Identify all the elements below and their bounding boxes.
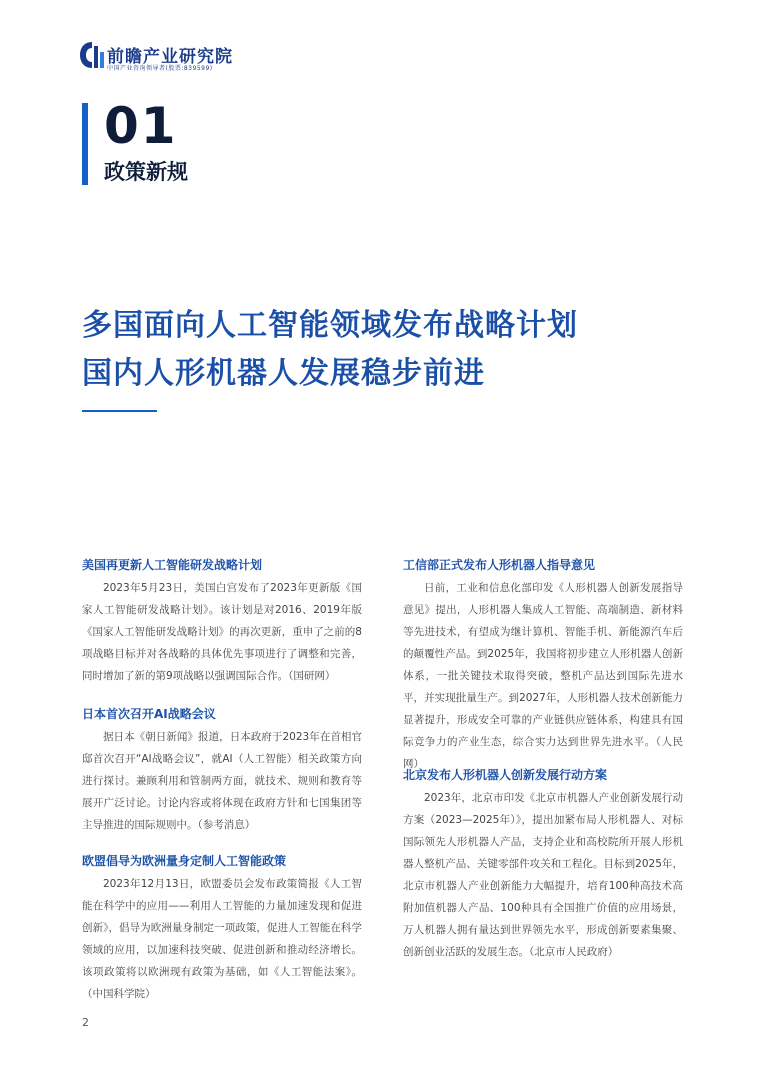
news-item-body: 2023年12月13日，欧盟委员会发布政策简报《人工智能在科学中的应用——利用人工智能的力量加速发现和促进创新》，倡导为欧洲量身制定一项政策，促进人工智能在科学领域的应用，以加速科技突破、促进创新和推动经济增长。该项政策将以欧洲现有政策为基础，如《人工智能法案》。（中国科学院） bbox=[82, 878, 362, 1000]
news-item-title: 日本首次召开AI战略会议 bbox=[82, 707, 216, 721]
news-item-eu-ai-policy bbox=[82, 852, 362, 1005]
section-accent-bar bbox=[82, 103, 88, 185]
company-logo bbox=[79, 41, 299, 77]
headline-line-1: 多国面向人工智能领域发布战略计划 bbox=[82, 308, 578, 343]
section-number: 01 bbox=[104, 97, 178, 155]
headline-line-2: 国内人形机器人发展稳步前进 bbox=[82, 356, 485, 391]
news-item-title: 工信部正式发布人形机器人指导意见 bbox=[403, 558, 596, 572]
news-item-title: 美国再更新人工智能研发战略计划 bbox=[82, 558, 263, 572]
logo-icon bbox=[79, 41, 105, 69]
page-number: 2 bbox=[82, 1016, 89, 1029]
logo-subtitle: 中国产业咨询领导者(股票:839599) bbox=[107, 65, 213, 72]
news-item-body: 2023年5月23日，美国白宫发布了2023年更新版《国家人工智能研发战略计划》。该计划是对2016、2019年版《国家人工智能研发战略计划》的再次更新，重申了之前的8项战略目标并对各战略的具体优先事项进行了调整和完善，同时增加了新的第9项战略以强调国际合作。（国研网） bbox=[82, 582, 362, 682]
news-item-body: 据日本《朝日新闻》报道，日本政府于2023年在首相官邸首次召开“AI战略会议”，就AI（人工智能）相关政策方向进行探讨。兼顾利用和管制两方面，就技术、规则和教育等展开广泛讨论。讨论内容或将体现在政府方针和七国集团等主导推进的国际规则中。（参考消息） bbox=[82, 731, 362, 831]
news-item-title: 欧盟倡导为欧洲量身定制人工智能政策 bbox=[82, 854, 287, 868]
news-item-body: 2023年，北京市印发《北京市机器人产业创新发展行动方案（2023—2025年）》，提出加紧布局人形机器人、对标国际领先人形机器人产品，支持企业和高校院所开展人形机器人整机产品、关键零部件攻关和工程化。目标到2025年，北京市机器人产业创新能力大幅提升，培育100种高技术高附加值机器人产品、100种具有全国推广价值的应用场景，万人机器人拥有量达到世界领先水平，形成创新要素集聚、创新创业活跃的发展生态。（北京市人民政府） bbox=[403, 792, 683, 958]
news-item-title: 北京发布人形机器人创新发展行动方案 bbox=[403, 768, 608, 782]
logo-name: 前瞻产业研究院 bbox=[107, 47, 233, 67]
news-item-japan-ai-meeting bbox=[82, 705, 362, 836]
news-item-miit-humanoid bbox=[403, 556, 683, 775]
news-item-beijing-humanoid bbox=[403, 766, 683, 963]
headline-underline bbox=[82, 410, 157, 412]
news-item-us-ai-plan bbox=[82, 556, 362, 687]
news-item-body: 日前，工业和信息化部印发《人形机器人创新发展指导意见》提出，人形机器人集成人工智能、高端制造、新材料等先进技术，有望成为继计算机、智能手机、新能源汽车后的颠覆性产品。到2025年，我国将初步建立人形机器人创新体系，一批关键技术取得突破，整机产品达到国际先进水平，并实现批量生产。到2027年，人形机器人技术创新能力显著提升，形成安全可靠的产业链供应链体系，构建具有国际竞争力的产业生态，综合实力达到世界先进水平。（人民网） bbox=[403, 582, 683, 770]
section-title: 政策新规 bbox=[104, 160, 188, 184]
